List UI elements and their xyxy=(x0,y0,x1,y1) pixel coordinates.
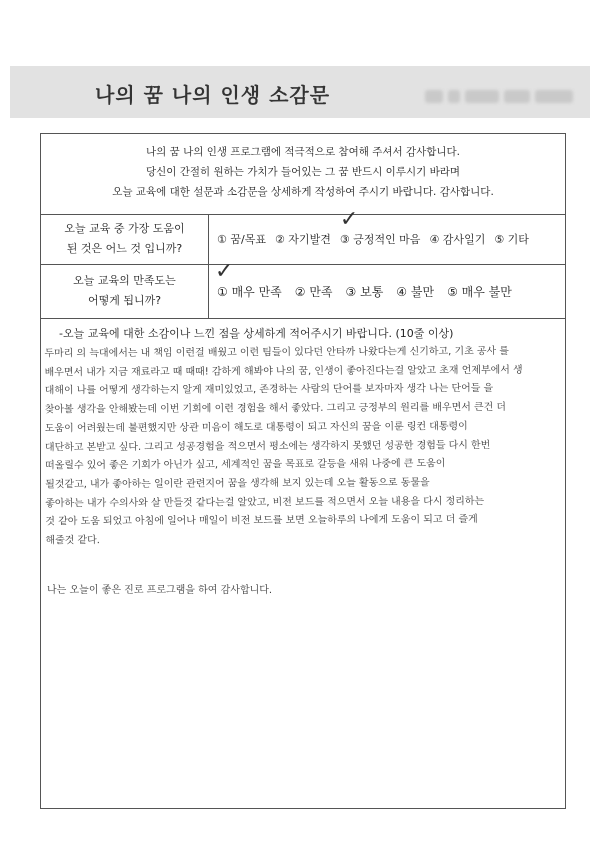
check-mark-icon: ✓ xyxy=(339,207,359,232)
survey-form xyxy=(40,133,566,809)
question-satisfaction xyxy=(41,258,565,319)
option-label: ③ 긍정적인 마음 xyxy=(339,233,421,246)
essay-line: 도움이 어려웠는데 불편했지만 상관 미음이 해도로 대통령이 되고 자신의 꿈을 이룬 링컨 대통령이 xyxy=(44,420,468,435)
question-most-helpful xyxy=(41,207,565,265)
essay-line: 대해이 나를 어떻게 생각하는지 알게 재미있었고, 존경하는 사람의 단어를 보자마자 생각 나는 단어들 을 xyxy=(44,383,494,397)
option-self-discovery[interactable]: ② 자기발견 xyxy=(274,233,331,246)
option-satisfied[interactable]: ② 만족 xyxy=(294,284,333,299)
option-other[interactable]: ⑤ 기타 xyxy=(494,233,529,246)
essay-line: 찾아볼 생각을 안해봤는데 이번 기회에 이런 경험을 해서 좋았다. 그리고 긍정부의 원리를 배우면서 큰건 더 xyxy=(44,402,507,416)
intro-line-1: 나의 꿈 나의 인생 프로그램에 적극적으로 참여해 주셔서 감사합니다. xyxy=(145,146,461,158)
header-banner xyxy=(10,66,590,118)
answer-options xyxy=(217,207,529,264)
option-gratitude-diary[interactable]: ④ 감사일기 xyxy=(429,233,486,246)
option-dissatisfied[interactable]: ④ 불만 xyxy=(396,284,435,299)
essay-line: 것 같아 도움 되었고 아침에 일어나 매일이 비전 보드를 보면 오늘하루의 나에게 도움이 되고 더 즐게 xyxy=(45,514,478,528)
question-label xyxy=(41,214,209,264)
question-label-line: 오늘 교육 중 가장 도움이 xyxy=(64,222,185,235)
intro-section xyxy=(41,134,565,215)
essay-line: 배우면서 내가 지금 재료라고 때 때때! 감하게 해봐야 나의 꿈, 인생이 좋아진다는걸 알았고 초재 언제부에서 생 xyxy=(44,364,523,379)
intro-line-2: 당신이 간절히 원하는 가치가 들어있는 그 꿈 반드시 이루시기 바라며 xyxy=(145,166,461,178)
option-neutral[interactable]: ③ 보통 xyxy=(345,284,384,299)
question-label xyxy=(41,264,209,318)
essay-line: 좋아하는 내가 수의사와 살 만들것 같다는걸 알았고, 비전 보드를 적으면서 오늘 내용을 다시 정리하는 xyxy=(45,495,485,509)
option-positive-mind[interactable] xyxy=(339,207,421,247)
option-label: ① 매우 만족 xyxy=(217,284,282,299)
question-label-line: 된 것은 어느 것 입니까? xyxy=(66,242,183,255)
redacted-name xyxy=(425,90,573,103)
essay-line: 대단하고 본받고 싶다. 그리고 성공경험을 적으면서 평소에는 생각하지 못했던 성공한 경험들 다시 한번 xyxy=(44,439,491,453)
option-dream-goal[interactable]: ① 꿈/목표 xyxy=(217,233,266,246)
question-label-line: 어떻게 됩니까? xyxy=(87,294,162,307)
question-label-line: 오늘 교육의 만족도는 xyxy=(73,274,176,287)
essay-heading: -오늘 교육에 대한 소감이나 느낀 점을 상세하게 적어주시기 바랍니다. (10줄 이상) xyxy=(59,327,454,340)
closing-remark: 나는 오늘이 좋은 진로 프로그램을 하여 감사합니다. xyxy=(47,585,273,596)
essay-line: 떠올릴수 있어 좋은 기회가 아닌가 싶고, 세계적인 꿈을 목표로 갈등을 새워 나중에 큰 도움이 xyxy=(45,458,446,472)
essay-line: 될것같고, 내가 좋아하는 일이란 관련지어 꿈을 생각해 보지 있는데 오늘 활동으로 동물을 xyxy=(45,477,430,491)
answer-options xyxy=(215,258,512,318)
page-title: 나의 꿈 나의 인생 소감문 xyxy=(95,83,331,107)
essay-line: 해줄것 같다. xyxy=(45,535,100,547)
check-mark-icon: ✓ xyxy=(215,258,234,284)
handwritten-essay xyxy=(44,343,561,551)
essay-line: 두마리 의 늑대에서는 내 책임 이런걸 배웠고 이런 팀들이 있다던 안타까 나왔다는게 신기하고, 기초 공사 를 xyxy=(44,345,509,360)
option-very-satisfied[interactable] xyxy=(215,258,282,300)
intro-line-3: 오늘 교육에 대한 설문과 소감문을 상세하게 작성하여 주시기 바랍니다. 감사합니다. xyxy=(112,186,494,198)
option-very-dissatisfied[interactable]: ⑤ 매우 불만 xyxy=(447,284,512,299)
